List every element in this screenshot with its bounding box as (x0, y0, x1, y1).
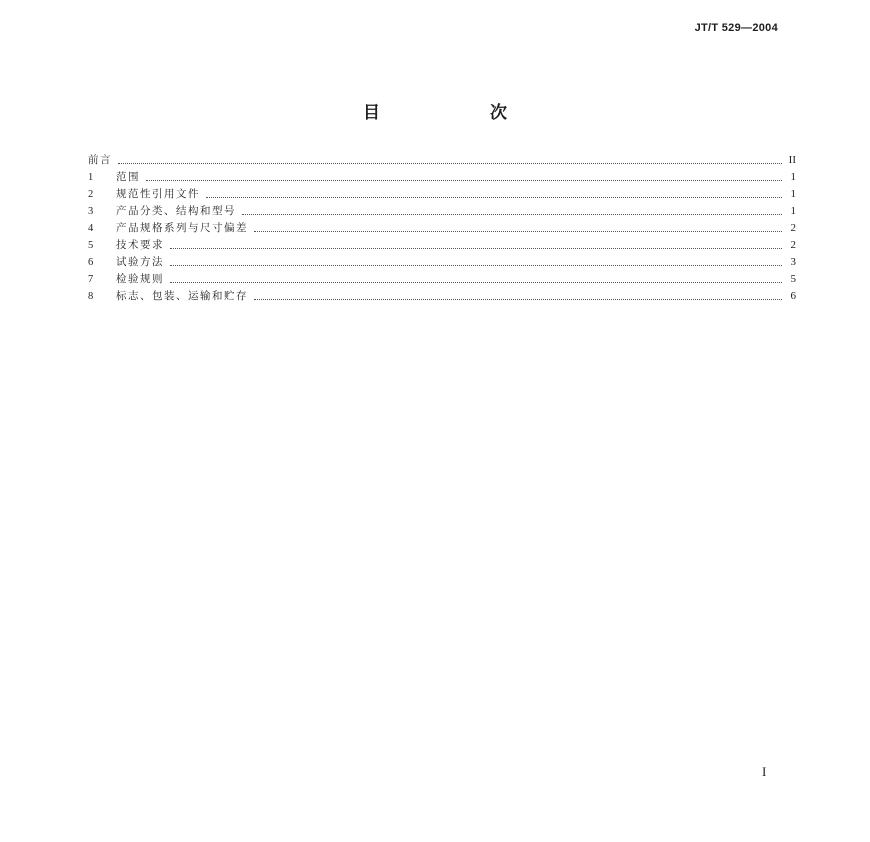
toc-entry-number: 5 (88, 240, 94, 251)
toc-dot-leader (254, 230, 782, 232)
toc-entry-label: 标志、包装、运输和贮存 (116, 290, 248, 302)
toc-entry-2[interactable] (88, 186, 796, 203)
toc-entry-number: 3 (88, 206, 94, 217)
toc-entry-page: II (788, 154, 796, 166)
toc-dot-leader (254, 298, 782, 300)
toc-entry-page: 6 (790, 290, 796, 302)
toc-dot-leader (118, 162, 782, 164)
toc-entry-page: 2 (790, 239, 796, 251)
toc-entry-number: 6 (88, 257, 94, 268)
toc-entry-page: 1 (790, 205, 796, 217)
toc-entry-label: 技术要求 (116, 239, 164, 251)
toc-entry-page: 1 (790, 171, 796, 183)
toc-entry-label: 前言 (88, 154, 112, 166)
toc-entry-label: 试验方法 (116, 256, 164, 268)
toc-dot-leader (170, 247, 782, 249)
document-code: JT/T 529—2004 (694, 22, 778, 34)
toc-dot-leader (170, 264, 782, 266)
toc-entry-page: 5 (790, 273, 796, 285)
toc-entry-8[interactable] (88, 288, 796, 305)
toc-title: 目 次 (363, 103, 559, 123)
page-number: I (762, 764, 767, 779)
table-of-contents (88, 152, 796, 305)
toc-dot-leader (206, 196, 782, 198)
toc-entry-number: 2 (88, 189, 94, 200)
toc-entry-label: 规范性引用文件 (116, 188, 200, 200)
toc-entry-4[interactable] (88, 220, 796, 237)
toc-dot-leader (146, 179, 782, 181)
toc-entry-label: 范围 (116, 171, 140, 183)
toc-entry-number: 1 (88, 172, 94, 183)
toc-entry-label: 产品规格系列与尺寸偏差 (116, 222, 248, 234)
toc-entry-3[interactable] (88, 203, 796, 220)
toc-entry-5[interactable] (88, 237, 796, 254)
toc-entry-6[interactable] (88, 254, 796, 271)
toc-entry-label: 检验规则 (116, 273, 164, 285)
toc-entry-number: 7 (88, 274, 94, 285)
toc-entry-7[interactable] (88, 271, 796, 288)
toc-entry-foreword[interactable] (88, 152, 796, 169)
toc-dot-leader (242, 213, 782, 215)
toc-entry-1[interactable] (88, 169, 796, 186)
toc-entry-number: 8 (88, 291, 94, 302)
toc-entry-page: 2 (790, 222, 796, 234)
toc-entry-number: 4 (88, 223, 94, 234)
toc-dot-leader (170, 281, 782, 283)
toc-entry-label: 产品分类、结构和型号 (116, 205, 236, 217)
toc-entry-page: 1 (790, 188, 796, 200)
toc-entry-page: 3 (790, 256, 796, 268)
